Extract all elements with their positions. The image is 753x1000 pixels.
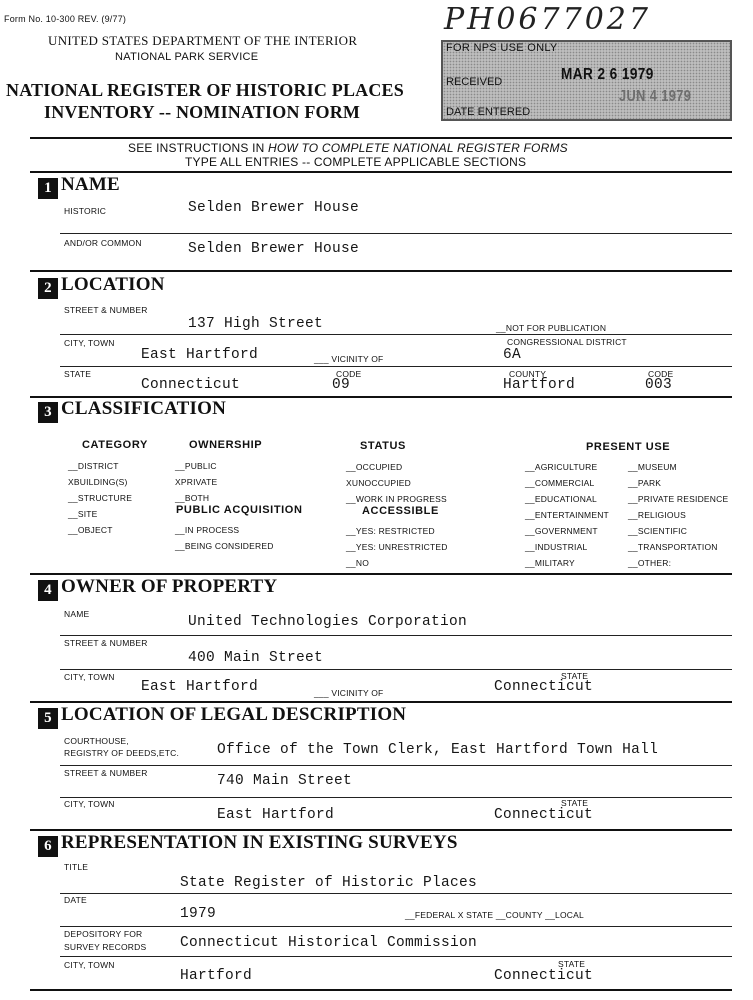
legal-street-label: STREET & NUMBER [64, 768, 148, 778]
state-code-label: CODE [336, 369, 362, 379]
acquisition-in-process: __IN PROCESS [175, 525, 240, 535]
received-date-stamp: MAR 2 6 1979 [561, 66, 654, 83]
status-work-in-progress: __WORK IN PROGRESS [346, 494, 447, 504]
form-title-line1: NATIONAL REGISTER OF HISTORIC PLACES [6, 80, 404, 100]
section-5-heading [38, 704, 406, 729]
owner-street-value: 400 Main Street [188, 650, 324, 666]
vicinity-of: ___ VICINITY OF [314, 354, 384, 364]
survey-title-label: TITLE [64, 862, 89, 872]
survey-date-value: 1979 [180, 906, 217, 922]
divider [60, 956, 732, 957]
courthouse-label [64, 735, 179, 759]
use-educational: __EDUCATIONAL [525, 494, 597, 504]
section-number: 2 [38, 278, 58, 299]
present-use-col2 [628, 459, 728, 571]
entered-date-stamp: JUN 4 1979 [619, 88, 692, 105]
common-name-value: Selden Brewer House [188, 241, 360, 257]
divider [30, 701, 732, 703]
section-title: LOCATION [61, 274, 165, 295]
status-header: STATUS [360, 440, 406, 452]
divider [30, 829, 732, 831]
instructions-line1 [128, 141, 568, 155]
use-other: __OTHER: [628, 558, 672, 568]
nps-use-box [441, 40, 732, 121]
category-district: __DISTRICT [68, 461, 119, 471]
nps-use-label: FOR NPS USE ONLY [446, 42, 558, 54]
instructions-text: SEE INSTRUCTIONS IN [128, 141, 269, 155]
status-occupied: __OCCUPIED [346, 462, 403, 472]
owner-vicinity-of: ___ VICINITY OF [314, 688, 384, 698]
use-industrial: __INDUSTRIAL [525, 542, 588, 552]
section-3-heading [38, 398, 226, 423]
form-number: Form No. 10-300 REV. (9/77) [4, 14, 127, 24]
legal-street-value: 740 Main Street [217, 773, 353, 789]
form-title-line2: INVENTORY -- NOMINATION FORM [44, 102, 361, 122]
depository-value: Connecticut Historical Commission [180, 935, 478, 951]
depository-label-line1: DEPOSITORY FOR [64, 929, 143, 939]
use-entertainment: __ENTERTAINMENT [525, 510, 609, 520]
legal-city-value: East Hartford [217, 807, 335, 823]
depository-label-line2: SURVEY RECORDS [64, 942, 147, 952]
congressional-district-label: CONGRESSIONAL DISTRICT [507, 337, 627, 347]
present-use-header: PRESENT USE [586, 441, 671, 453]
depository-city-label: CITY, TOWN [64, 960, 115, 970]
section-title: REPRESENTATION IN EXISTING SURVEYS [61, 832, 458, 853]
divider [60, 926, 732, 927]
divider [60, 893, 732, 894]
county-value: Hartford [503, 377, 576, 393]
divider [60, 765, 732, 766]
ownership-options [175, 458, 217, 506]
depository-label [64, 928, 146, 954]
section-4-heading [38, 576, 277, 601]
county-code-value: 003 [645, 377, 673, 393]
ownership-both: __BOTH [175, 493, 210, 503]
present-use-col1 [525, 459, 609, 571]
common-name-label: AND/OR COMMON [64, 238, 142, 248]
state-value: Connecticut [141, 377, 241, 393]
section-title: OWNER OF PROPERTY [61, 576, 278, 597]
historic-name-value: Selden Brewer House [188, 200, 360, 216]
divider [30, 989, 732, 991]
legal-state-label: STATE [561, 798, 589, 808]
survey-date-label: DATE [64, 895, 87, 905]
accessible-options [346, 523, 448, 571]
owner-name-value: United Technologies Corporation [188, 614, 468, 630]
received-label: RECEIVED [446, 76, 503, 88]
survey-level-options: __FEDERAL X STATE __COUNTY __LOCAL [405, 910, 584, 920]
owner-city-label: CITY, TOWN [64, 672, 115, 682]
instructions-emphasis: HOW TO COMPLETE NATIONAL REGISTER FORMS [268, 141, 568, 155]
category-options [68, 458, 132, 538]
use-agriculture: __AGRICULTURE [525, 462, 598, 472]
courthouse-label-line2: REGISTRY OF DEEDS,ETC. [64, 748, 180, 758]
category-structure: __STRUCTURE [68, 493, 133, 503]
not-for-publication: __NOT FOR PUBLICATION [496, 323, 607, 333]
congressional-district-value: 6A [503, 347, 522, 363]
service-name: NATIONAL PARK SERVICE [115, 51, 259, 63]
section-title: LOCATION OF LEGAL DESCRIPTION [61, 704, 407, 725]
divider [60, 366, 732, 367]
city-label: CITY, TOWN [64, 338, 115, 348]
section-number: 1 [38, 178, 58, 199]
accessible-restricted: __YES: RESTRICTED [346, 526, 435, 536]
use-scientific: __SCIENTIFIC [628, 526, 688, 536]
category-buildings: XBUILDING(S) [68, 477, 128, 487]
public-acquisition-header: PUBLIC ACQUISITION [176, 504, 303, 516]
acquisition-options [175, 522, 274, 554]
section-title: NAME [61, 174, 120, 195]
divider [60, 797, 732, 798]
status-options [346, 459, 447, 507]
ownership-private: XPRIVATE [175, 477, 218, 487]
depository-state-label: STATE [558, 959, 586, 969]
survey-title-value: State Register of Historic Places [180, 875, 478, 891]
divider [60, 233, 732, 234]
divider [30, 137, 732, 139]
depository-state-value: Connecticut [494, 968, 594, 984]
section-number: 5 [38, 708, 58, 729]
use-transportation: __TRANSPORTATION [628, 542, 718, 552]
ownership-header: OWNERSHIP [189, 439, 263, 451]
category-header: CATEGORY [82, 439, 148, 451]
use-military: __MILITARY [525, 558, 575, 568]
historic-label: HISTORIC [64, 206, 107, 216]
department-name: UNITED STATES DEPARTMENT OF THE INTERIOR [48, 33, 358, 48]
courthouse-value: Office of the Town Clerk, East Hartford Town Hall [217, 742, 659, 758]
courthouse-label-line1: COURTHOUSE, [64, 736, 129, 746]
section-number: 3 [38, 402, 58, 423]
city-value: East Hartford [141, 347, 259, 363]
owner-state-label: STATE [561, 671, 589, 681]
use-museum: __MUSEUM [628, 462, 677, 472]
accessible-unrestricted: __YES: UNRESTRICTED [346, 542, 448, 552]
section-2-heading [38, 274, 165, 299]
section-number: 6 [38, 836, 58, 857]
owner-street-label: STREET & NUMBER [64, 638, 148, 648]
legal-state-value: Connecticut [494, 807, 594, 823]
section-1-heading [38, 174, 120, 199]
accessible-header: ACCESSIBLE [362, 505, 439, 517]
section-6-heading [38, 832, 458, 857]
accessible-no: __NO [346, 558, 370, 568]
divider [60, 635, 732, 636]
legal-city-label: CITY, TOWN [64, 799, 115, 809]
ownership-public: __PUBLIC [175, 461, 217, 471]
state-code-value: 09 [332, 377, 351, 393]
use-religious: __RELIGIOUS [628, 510, 686, 520]
owner-state-value: Connecticut [494, 679, 594, 695]
acquisition-being-considered: __BEING CONSIDERED [175, 541, 274, 551]
instructions-line2: TYPE ALL ENTRIES -- COMPLETE APPLICABLE SECTIONS [185, 155, 527, 169]
use-park: __PARK [628, 478, 662, 488]
use-government: __GOVERNMENT [525, 526, 598, 536]
street-value: 137 High Street [188, 316, 324, 332]
category-site: __SITE [68, 509, 98, 519]
street-label: STREET & NUMBER [64, 305, 148, 315]
county-label: COUNTY [509, 369, 547, 379]
divider [60, 334, 732, 335]
divider [60, 669, 732, 670]
section-number: 4 [38, 580, 58, 601]
state-label: STATE [64, 369, 92, 379]
category-object: __OBJECT [68, 525, 113, 535]
owner-city-value: East Hartford [141, 679, 259, 695]
use-private-residence: __PRIVATE RESIDENCE [628, 494, 729, 504]
county-code-label: CODE [648, 369, 674, 379]
divider [30, 171, 732, 173]
owner-name-label: NAME [64, 609, 90, 619]
date-entered-label: DATE ENTERED [446, 106, 531, 118]
section-title: CLASSIFICATION [61, 398, 227, 419]
handwritten-reference-number: PH0677027 [444, 2, 651, 37]
depository-city-value: Hartford [180, 968, 253, 984]
divider [30, 270, 732, 272]
status-unoccupied: XUNOCCUPIED [346, 478, 412, 488]
divider [30, 573, 732, 575]
use-commercial: __COMMERCIAL [525, 478, 595, 488]
